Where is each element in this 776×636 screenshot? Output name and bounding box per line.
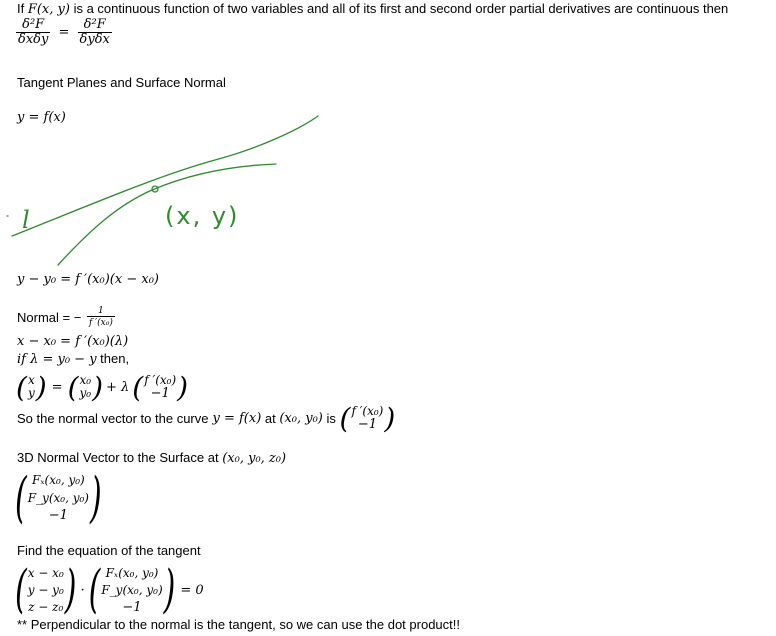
if-lambda-math: if λ = y₀ − y	[17, 352, 97, 367]
rhs-denominator: δyδx	[79, 32, 110, 47]
normal-3d-row2: F_y(x₀, y₀)	[27, 491, 89, 505]
dot-b-row3: −1	[122, 599, 142, 615]
normal-vector-3d: ( Fₓ(x₀, y₀) F_y(x₀, y₀) −1 )	[15, 466, 102, 530]
sketch-label-l: l	[22, 206, 30, 234]
footnote: ** Perpendicular to the normal is the tangent, so we can use the dot product!!	[17, 617, 460, 632]
vector-equation	[16, 370, 188, 404]
if-lambda-line	[17, 351, 129, 367]
dot-equals-zero: = 0	[180, 582, 204, 598]
dot-a-row2: y − y₀	[27, 582, 64, 597]
vector-direction: ( f ′(x₀) −1 )	[132, 370, 189, 404]
normal-text-2: at	[261, 410, 280, 426]
if-lambda-text: then,	[96, 351, 130, 366]
dot-b-row1: Fₓ(x₀, y₀)	[105, 565, 159, 580]
equation-y-fx: y = f(x)	[17, 110, 66, 125]
vector-equals: =	[51, 379, 63, 395]
vector-xy-bottom: y	[27, 386, 35, 400]
vector-direction-bottom: −1	[150, 386, 170, 401]
vector-plus-lambda: + λ	[106, 379, 130, 395]
lhs-numerator: δ²F	[16, 18, 50, 33]
vector-xy-top: x	[27, 373, 35, 387]
parametric-equation: x − x₀ = f ′(x₀)(λ)	[17, 334, 129, 349]
lhs-denominator: δxδy	[18, 32, 49, 47]
vector-x0y0: ( x₀ y₀ )	[67, 370, 104, 404]
normal-3d-row1: Fₓ(x₀, y₀)	[31, 473, 85, 487]
normal-numerator: 1	[87, 306, 115, 317]
dot-a-row3: z − z₀	[28, 599, 64, 614]
normal-3d-row3: −1	[48, 508, 68, 523]
normal-vector-sentence	[17, 401, 395, 435]
intro-prefix: If	[17, 1, 28, 16]
normal-vector: ( f ′(x₀) −1 )	[339, 401, 396, 435]
heading-3d-text: 3D Normal Vector to the Surface at	[17, 450, 223, 465]
heading-3d-normal	[17, 450, 286, 466]
intro-rest: is a continuous function of two variables and all of its first and second order partial derivatives are continuous then	[69, 1, 729, 16]
normal-fraction	[87, 306, 115, 329]
intro-fxy: F(x, y)	[27, 2, 70, 17]
vector-x0y0-bottom: y₀	[79, 386, 92, 400]
vector-x0y0-top: x₀	[79, 373, 92, 387]
normal-vector-top: f ′(x₀)	[351, 404, 384, 418]
normal-vector-bottom: −1	[357, 417, 377, 432]
normal-label: Normal = −	[17, 310, 82, 325]
rhs-numerator: δ²F	[78, 18, 112, 33]
normal-text-1: So the normal vector to the curve	[17, 410, 209, 426]
equals-sign: =	[58, 25, 70, 40]
heading-tangent-planes: Tangent Planes and Surface Normal	[17, 75, 226, 90]
dot-a-row1: x − x₀	[27, 565, 64, 580]
normal-text-3: is	[322, 410, 340, 426]
normal-math-1: y = f(x)	[212, 410, 262, 426]
vector-xy: ( x y )	[16, 370, 47, 404]
dot-vector-a: ( x − x₀ y − y₀ z − z₀ )	[15, 560, 77, 620]
normal-slope	[17, 306, 115, 329]
dot-product-equation	[15, 562, 204, 618]
tangent-line-equation: y − y₀ = f ′(x₀)(x − x₀)	[17, 272, 159, 287]
dot-operator: ·	[80, 582, 85, 598]
normal-math-2: (x₀, y₀)	[279, 410, 323, 426]
heading-3d-math: (x₀, y₀, z₀)	[222, 451, 287, 466]
dot-b-row2: F_y(x₀, y₀)	[101, 582, 163, 597]
sketch-label-point: (x, y)	[165, 202, 240, 230]
vector-direction-top: f ′(x₀)	[144, 373, 177, 387]
normal-denominator: f ′(x₀)	[88, 318, 113, 328]
dot-vector-b: ( Fₓ(x₀, y₀) F_y(x₀, y₀) −1 )	[88, 560, 176, 620]
heading-tangent-equation: Find the equation of the tangent	[17, 543, 201, 558]
